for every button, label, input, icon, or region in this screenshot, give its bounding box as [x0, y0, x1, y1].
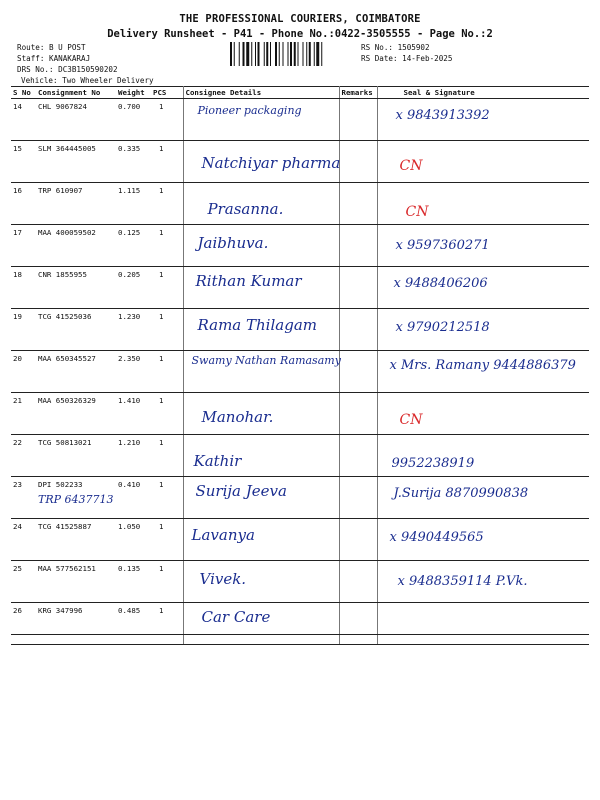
cell-seal	[377, 393, 589, 435]
cell-sno: 15	[11, 141, 36, 183]
cell-weight: 0.135	[116, 561, 151, 603]
col-weight: Weight	[116, 87, 151, 99]
cell-remarks	[339, 99, 377, 141]
table-row	[11, 351, 589, 393]
cell-weight: 1.115	[116, 183, 151, 225]
cell-pcs: 1	[151, 267, 183, 309]
consignment-number: KRG 347996	[38, 606, 83, 615]
signature: CN	[399, 158, 423, 174]
cell-weight: 1.230	[116, 309, 151, 351]
cell-remarks	[339, 603, 377, 645]
cell-remarks	[339, 225, 377, 267]
cell-weight: 0.335	[116, 141, 151, 183]
cell-seal	[377, 351, 589, 393]
consignee-name: Rithan Kumar	[195, 272, 302, 290]
cell-consignment	[36, 561, 116, 603]
consignment-number: DPI 502233	[38, 480, 83, 489]
cell-consignee	[183, 225, 339, 267]
cell-sno: 26	[11, 603, 36, 645]
signature: x 9488406206	[393, 276, 488, 291]
col-consignment: Consignment No	[36, 87, 116, 99]
consignee-name: Rama Thilagam	[197, 316, 317, 334]
cell-consignment	[36, 309, 116, 351]
table-row	[11, 603, 589, 645]
barcode-image	[230, 42, 350, 66]
table-row	[11, 561, 589, 603]
rs-info	[361, 42, 452, 64]
consignment-number: TRP 610907	[38, 186, 83, 195]
cell-weight: 0.125	[116, 225, 151, 267]
consignee-name: Lavanya	[191, 526, 255, 544]
cell-sno: 21	[11, 393, 36, 435]
cell-pcs: 1	[151, 561, 183, 603]
cell-consignee	[183, 603, 339, 645]
consignment-number: MAA 650326329	[38, 396, 96, 405]
cell-sno: 16	[11, 183, 36, 225]
cell-pcs: 1	[151, 141, 183, 183]
cell-pcs: 1	[151, 435, 183, 477]
cell-consignee	[183, 351, 339, 393]
cell-weight: 2.350	[116, 351, 151, 393]
cell-seal	[377, 225, 589, 267]
cell-pcs: 1	[151, 225, 183, 267]
route-info	[17, 42, 154, 86]
cell-weight: 1.210	[116, 435, 151, 477]
col-pcs: PCS	[151, 87, 183, 99]
cell-remarks	[339, 141, 377, 183]
consignee-name: Pioneer packaging	[197, 104, 302, 117]
table-row	[11, 225, 589, 267]
consignee-name: Swamy Nathan Ramasamy	[191, 354, 341, 367]
signature: CN	[399, 412, 423, 428]
cell-seal	[377, 603, 589, 645]
cell-seal	[377, 435, 589, 477]
cell-weight: 0.410	[116, 477, 151, 519]
cell-consignment	[36, 183, 116, 225]
cell-seal	[377, 477, 589, 519]
cell-pcs: 1	[151, 603, 183, 645]
route-line: Route: B U POST	[17, 43, 86, 52]
signature: x Mrs. Ramany 9444886379	[389, 358, 576, 373]
consignment-number: MAA 650345527	[38, 354, 96, 363]
consignee-name: Kathir	[193, 452, 242, 470]
signature: x 9597360271	[395, 238, 490, 253]
cell-consignee	[183, 393, 339, 435]
cell-seal	[377, 141, 589, 183]
consignee-name: Surija Jeeva	[195, 482, 287, 500]
staff-line: Staff: KANAKARAJ	[17, 54, 91, 63]
cell-consignee	[183, 561, 339, 603]
cell-remarks	[339, 435, 377, 477]
cell-remarks	[339, 561, 377, 603]
cell-consignment	[36, 225, 116, 267]
cell-remarks	[339, 267, 377, 309]
cell-sno: 25	[11, 561, 36, 603]
cell-pcs: 1	[151, 519, 183, 561]
company-title: THE PROFESSIONAL COURIERS, COIMBATORE	[179, 13, 421, 25]
cell-consignment	[36, 351, 116, 393]
table-header	[11, 87, 589, 99]
cell-weight: 1.410	[116, 393, 151, 435]
cell-seal	[377, 561, 589, 603]
table-bottom-rule	[11, 634, 589, 635]
table-row	[11, 519, 589, 561]
cell-remarks	[339, 351, 377, 393]
cell-remarks	[339, 477, 377, 519]
cell-weight: 0.700	[116, 99, 151, 141]
cell-weight: 0.205	[116, 267, 151, 309]
cell-consignee	[183, 477, 339, 519]
cell-sno: 19	[11, 309, 36, 351]
cell-remarks	[339, 183, 377, 225]
signature: x 9490449565	[389, 530, 484, 545]
cell-sno: 17	[11, 225, 36, 267]
signature: 9952238919	[391, 456, 475, 471]
consignee-name: Prasanna.	[207, 200, 284, 218]
table-row	[11, 141, 589, 183]
cell-remarks	[339, 393, 377, 435]
cell-remarks	[339, 309, 377, 351]
consignment-number: TCG 41525887	[38, 522, 92, 531]
cell-seal	[377, 267, 589, 309]
consignment-number: CHL 9067824	[38, 102, 87, 111]
drs-line: DRS No.: DC3B150590202	[17, 65, 118, 74]
cell-consignment	[36, 393, 116, 435]
cell-consignee	[183, 519, 339, 561]
cell-consignee	[183, 267, 339, 309]
consignee-name: Vivek.	[199, 570, 247, 588]
cell-consignee	[183, 99, 339, 141]
rs-date: RS Date: 14-Feb-2025	[361, 54, 453, 63]
signature: x 9488359114 P.Vk.	[397, 574, 528, 589]
consignment-number: SLM 364445005	[38, 144, 96, 153]
consignee-name: Jaibhuva.	[197, 234, 269, 252]
consignment-number: MAA 400059502	[38, 228, 96, 237]
cell-sno: 18	[11, 267, 36, 309]
table-row	[11, 183, 589, 225]
table-row	[11, 435, 589, 477]
table-row	[11, 393, 589, 435]
cell-pcs: 1	[151, 309, 183, 351]
cell-pcs: 1	[151, 183, 183, 225]
rs-number: RS No.: 1505902	[361, 43, 430, 52]
cell-pcs: 1	[151, 393, 183, 435]
cell-weight: 1.050	[116, 519, 151, 561]
signature: x 9790212518	[395, 320, 490, 335]
consignee-name: Natchiyar pharma	[201, 154, 341, 172]
vehicle-line: Vehicle: Two Wheeler Delivery	[21, 76, 154, 85]
cell-consignee	[183, 141, 339, 183]
cell-sno: 23	[11, 477, 36, 519]
consignment-number: TCG 50813021	[38, 438, 92, 447]
cell-sno: 22	[11, 435, 36, 477]
cell-remarks	[339, 519, 377, 561]
cell-pcs: 1	[151, 477, 183, 519]
cell-consignment	[36, 435, 116, 477]
cell-consignment	[36, 141, 116, 183]
signature: CN	[405, 204, 429, 220]
handwritten-consignment: TRP 6437713	[38, 493, 114, 506]
col-details: Consignee Details	[183, 87, 339, 99]
cell-sno: 24	[11, 519, 36, 561]
table-row	[11, 267, 589, 309]
consignment-number: MAA 577562151	[38, 564, 96, 573]
cell-consignment	[36, 477, 116, 519]
cell-seal	[377, 309, 589, 351]
cell-consignment	[36, 267, 116, 309]
cell-consignment	[36, 519, 116, 561]
cell-consignment	[36, 603, 116, 645]
runsheet-subtitle: Delivery Runsheet - P41 - Phone No.:0422-3505555 - Page No.:2	[107, 28, 493, 40]
cell-seal	[377, 519, 589, 561]
consignment-number: TCG 41525036	[38, 312, 92, 321]
col-remarks: Remarks	[339, 87, 377, 99]
signature: J.Surija 8870990838	[393, 486, 529, 501]
cell-sno: 20	[11, 351, 36, 393]
cell-consignee	[183, 309, 339, 351]
consignment-number: CNR 1855955	[38, 270, 87, 279]
consignee-name: Car Care	[201, 608, 271, 626]
cell-consignee	[183, 183, 339, 225]
cell-weight: 0.485	[116, 603, 151, 645]
cell-seal	[377, 99, 589, 141]
table-row	[11, 99, 589, 141]
cell-pcs: 1	[151, 351, 183, 393]
cell-consignment	[36, 99, 116, 141]
table-row	[11, 477, 589, 519]
signature: x 9843913392	[395, 108, 490, 123]
cell-sno: 14	[11, 99, 36, 141]
runsheet-table	[11, 86, 589, 645]
col-sno: S No	[11, 87, 36, 99]
table-row	[11, 309, 589, 351]
cell-pcs: 1	[151, 99, 183, 141]
col-seal: Seal & Signature	[377, 87, 589, 99]
consignee-name: Manohar.	[201, 408, 274, 426]
cell-seal	[377, 183, 589, 225]
cell-consignee	[183, 435, 339, 477]
